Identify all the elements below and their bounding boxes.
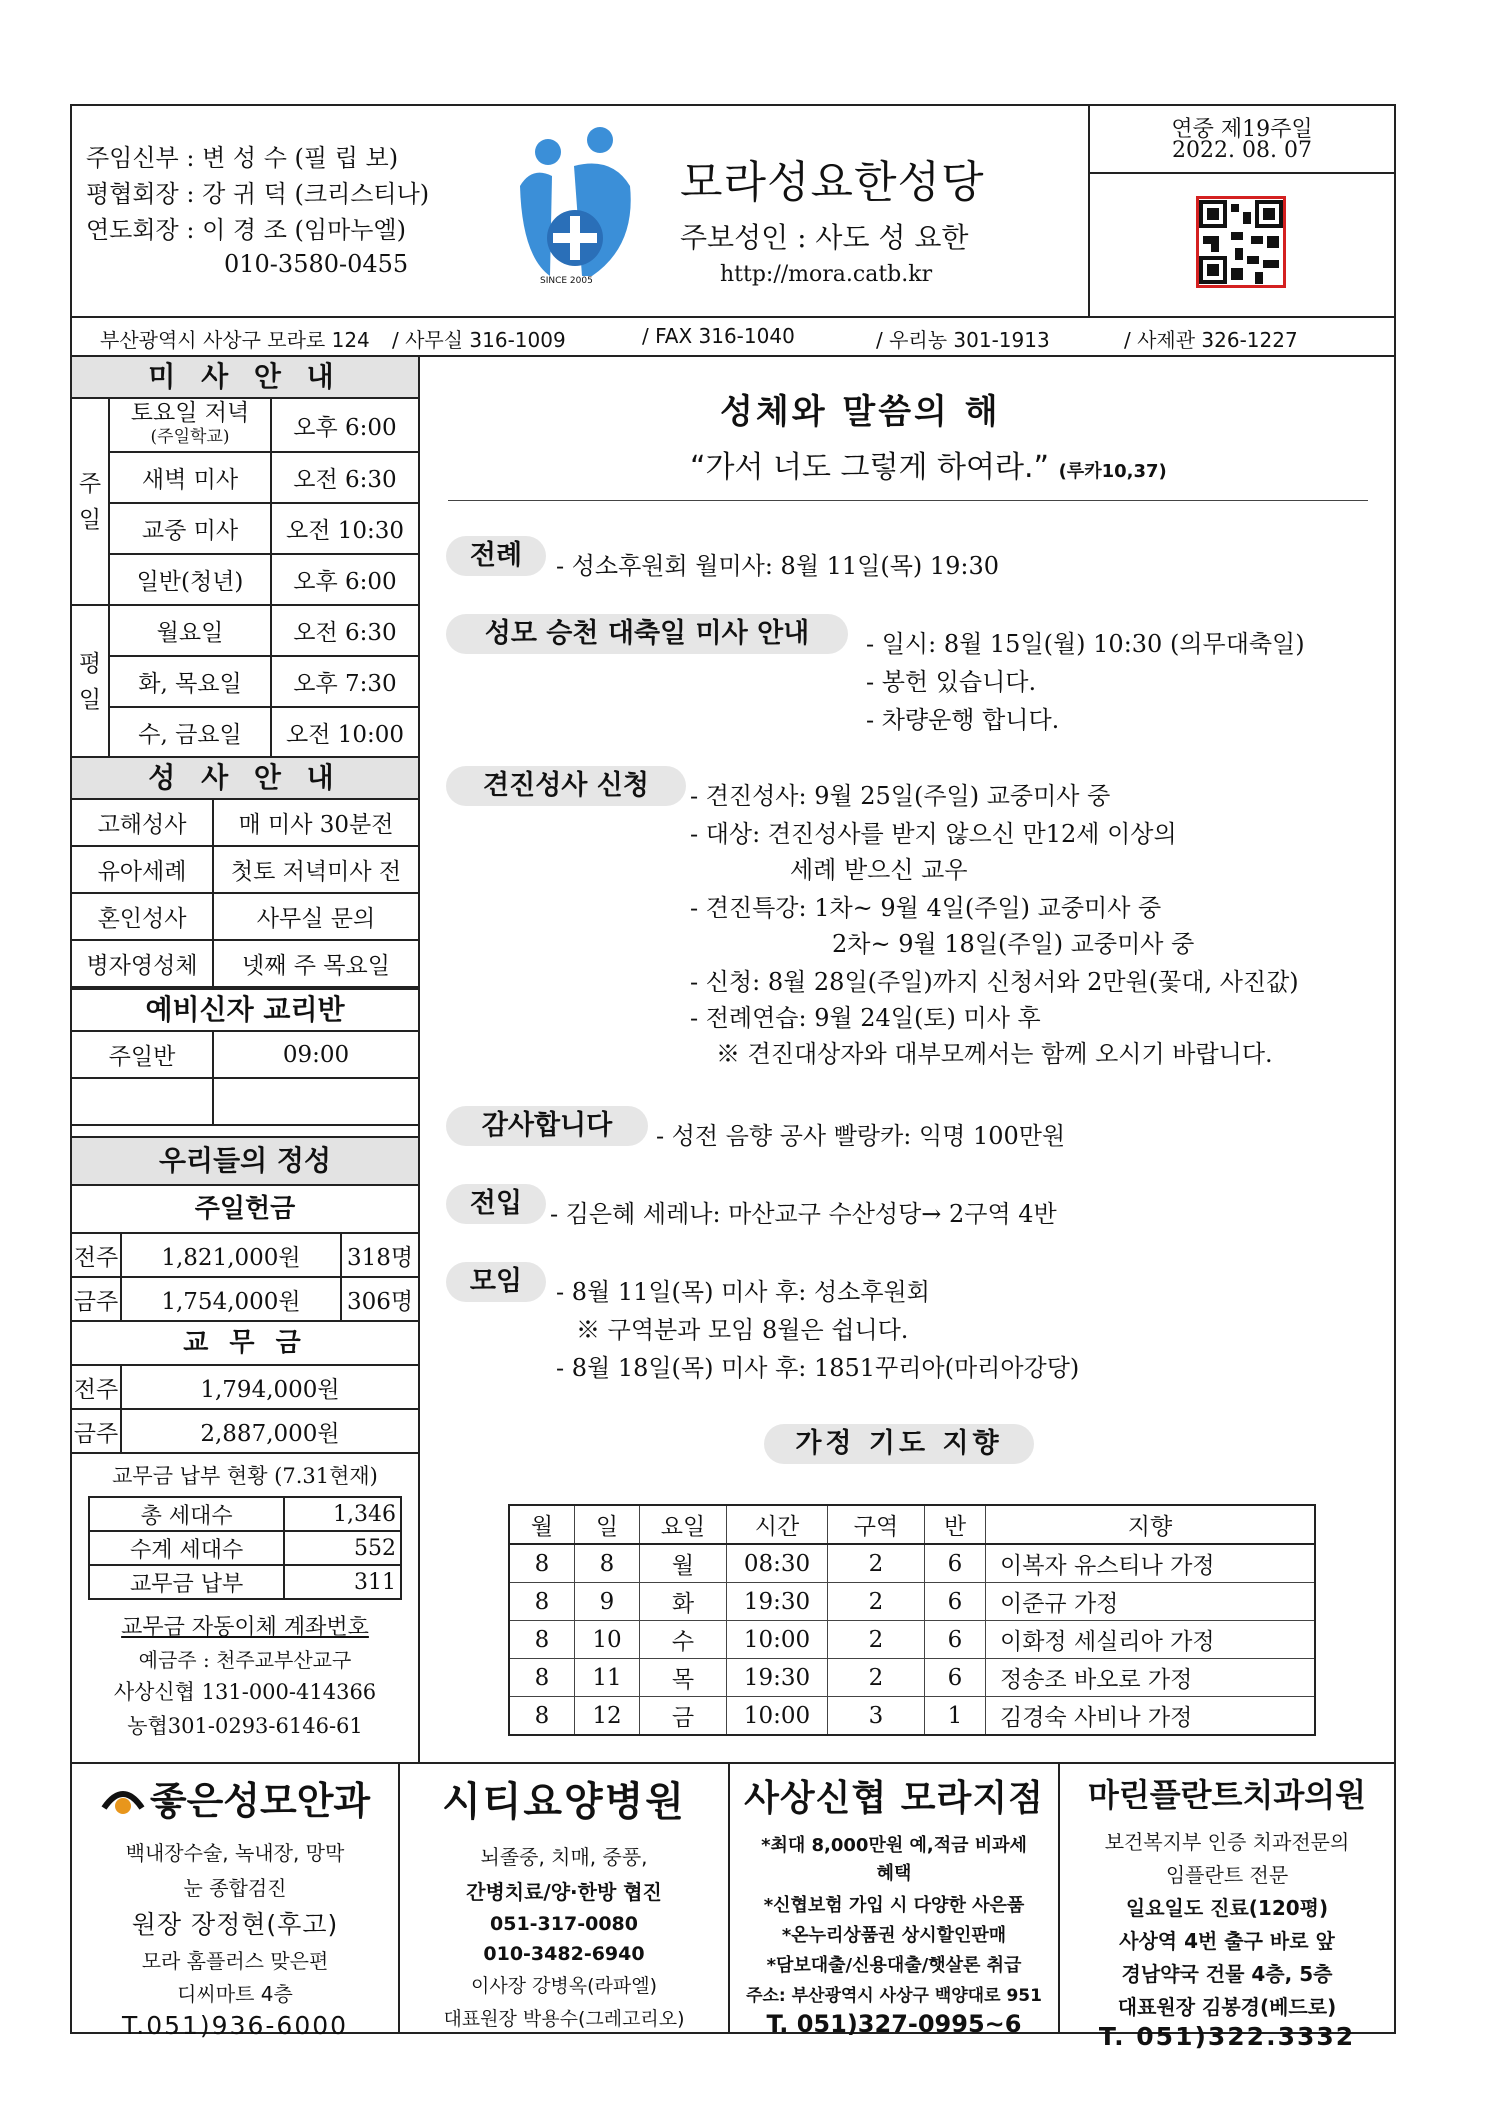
sacrament-name: 병자영성체 [71, 940, 213, 987]
office-phone: / 사무실 316-1009 [392, 328, 566, 352]
prayer-col-month: 월 [509, 1505, 575, 1544]
phone-text: 010-3580-0455 [224, 250, 409, 278]
offering-label: 전주 [71, 1233, 121, 1277]
council-text: 평협회장 : 강 귀 덕 (크리스티나) [86, 180, 430, 208]
mass-time: 오전 6:30 [271, 452, 419, 503]
qr-code[interactable] [1196, 196, 1286, 288]
assumption-line: - 차량운행 합니다. [866, 706, 1060, 734]
confirmation-line: - 견진성사: 9월 25일(주일) 교중미사 중 [690, 782, 1111, 810]
meeting-pill: 모임 [446, 1262, 546, 1302]
ad-credit-union [730, 1770, 1058, 2038]
prayer-cell: 정송조 바오로 가정 [986, 1659, 1316, 1697]
prayer-cell: 19:30 [727, 1583, 828, 1621]
rectory-phone: / 사제관 326-1227 [1124, 328, 1298, 352]
prayer-cell: 10:00 [727, 1697, 828, 1736]
prayer-col-day: 일 [575, 1505, 640, 1544]
mass-row [71, 452, 419, 503]
status-label: 수계 세대수 [89, 1531, 284, 1565]
mass-row [71, 503, 419, 554]
prayer-cell: 8 [509, 1659, 575, 1697]
offering-count: 318명 [341, 1233, 419, 1277]
mass-time: 오전 10:00 [271, 707, 419, 758]
prayer-cell: 2 [828, 1544, 925, 1583]
mass-time: 오전 10:30 [271, 503, 419, 554]
ad-line: T.051)936-6000 [121, 2011, 349, 2040]
ad-name: 좋은성모안과 [149, 1779, 371, 1823]
prayer-col-group: 반 [925, 1505, 986, 1544]
tithe-status-table [88, 1496, 402, 1600]
tithe-label: 전주 [71, 1365, 121, 1409]
quote-block [690, 442, 1167, 486]
mass-row [71, 398, 419, 452]
tithe-title: 교 무 금 [70, 1320, 420, 1366]
thanks-line: - 성전 음향 공사 빨랑카: 익명 100만원 [656, 1122, 1066, 1150]
ad-line: 원장 장정현(후고) [131, 1910, 339, 1939]
status-row [89, 1497, 401, 1531]
tithe-row [71, 1365, 419, 1409]
mass-name: 수, 금요일 [109, 707, 271, 758]
assumption-pill: 성모 승천 대축일 미사 안내 [446, 614, 848, 654]
ad-line: 사상역 4번 출구 바로 앞 [1119, 1929, 1335, 1953]
sacrament-value: 매 미사 30분전 [213, 799, 419, 846]
ad-name: 사상신협 모라지점 [744, 1778, 1044, 1819]
main-title-rule [448, 500, 1368, 501]
sacrament-row [71, 940, 419, 987]
confirmation-line: - 대상: 견진성사를 받지 않으신 만12세 이상의 [690, 820, 1177, 848]
prayer-cell: 9 [575, 1583, 640, 1621]
prayer-cell: 8 [509, 1621, 575, 1659]
catechumen-name: 주일반 [71, 1031, 213, 1078]
assumption-line: - 봉헌 있습니다. [866, 668, 1037, 696]
prayer-cell: 금 [640, 1697, 727, 1736]
mass-name [109, 398, 271, 452]
offering-title: 우리들의 정성 [70, 1136, 420, 1186]
offering-amount: 1,754,000원 [121, 1277, 341, 1321]
prayer-cell: 8 [509, 1544, 575, 1583]
mass-name: 화, 목요일 [109, 656, 271, 707]
sunday-offering-title: 주일헌금 [70, 1184, 420, 1234]
prayer-cell: 8 [575, 1544, 640, 1583]
ad-name: 마린플란트치과의원 [1087, 1776, 1367, 1814]
woori-phone: / 우리농 301-1913 [876, 328, 1050, 352]
mass-name: 월요일 [109, 605, 271, 656]
prayer-cell: 이복자 유스티나 가정 [986, 1544, 1316, 1583]
sacrament-row [71, 799, 419, 846]
assumption-line: - 일시: 8월 15일(월) 10:30 (의무대축일) [866, 630, 1305, 658]
status-value: 552 [284, 1531, 401, 1565]
ad-line: *담보대출/신용대출/햇살론 취급 [766, 1955, 1022, 1976]
prayer-cell: 목 [640, 1659, 727, 1697]
prayer-cell: 2 [828, 1659, 925, 1697]
prayer-header-row [509, 1505, 1315, 1544]
ad-eye-clinic [72, 1770, 398, 2040]
qr-code-icon [1199, 199, 1283, 285]
catechumen-time [213, 1078, 419, 1125]
prayer-cell: 10 [575, 1621, 640, 1659]
parish-logo-icon [512, 126, 638, 288]
patron-text: 주보성인 : 사도 성 요한 [680, 221, 969, 254]
offering-row [71, 1277, 419, 1321]
account-number-2: 농협301-0293-6146-61 [127, 1714, 363, 1738]
mass-name: 교중 미사 [109, 503, 271, 554]
weekday-label: 평 일 [71, 605, 109, 758]
tithe-amount: 1,794,000원 [121, 1365, 419, 1409]
mass-row [71, 656, 419, 707]
confirmation-line: 세례 받으신 교우 [790, 856, 968, 884]
prayer-col-intention: 지향 [986, 1505, 1316, 1544]
catechumen-row [71, 1078, 419, 1125]
ad-line: 대표원장 김봉경(베드로) [1117, 1995, 1337, 2019]
tithe-label: 금주 [71, 1409, 121, 1453]
prayer-cell: 월 [640, 1544, 727, 1583]
account-title: 교무금 자동이체 계좌번호 [121, 1615, 369, 1640]
ad-line: 경남약국 건물 4층, 5층 [1121, 1962, 1333, 1986]
offering-count: 306명 [341, 1277, 419, 1321]
prayer-cell: 10:00 [727, 1621, 828, 1659]
prayer-cell: 2 [828, 1621, 925, 1659]
prayer-table [508, 1504, 1316, 1736]
prayer-cell: 6 [925, 1659, 986, 1697]
parish-url[interactable]: http://mora.catb.kr [720, 262, 933, 287]
eye-clinic-logo-icon [100, 1778, 146, 1818]
ad-line: 백내장수술, 녹내장, 망막 [125, 1841, 345, 1865]
transfer-line: - 김은혜 세레나: 마산교구 수산성당→ 2구역 4반 [550, 1200, 1057, 1228]
prayer-cell: 3 [828, 1697, 925, 1736]
ad-line: 혜택 [876, 1863, 912, 1884]
catechumen-row [71, 1031, 419, 1078]
ad-line: 눈 종합검진 [183, 1876, 287, 1900]
prayer-col-time: 시간 [727, 1505, 828, 1544]
sacrament-row [71, 846, 419, 893]
ad-line: *온누리상품권 상시할인판매 [781, 1925, 1007, 1946]
sacrament-section-title: 성 사 안 내 [70, 756, 420, 800]
meeting-line: - 8월 11일(목) 미사 후: 성소후원회 [556, 1278, 930, 1306]
confirmation-line: - 신청: 8월 28일(주일)까지 신청서와 2만원(꽃대, 사진값) [690, 968, 1299, 996]
prayer-cell: 11 [575, 1659, 640, 1697]
catechumen-table [70, 1030, 420, 1126]
mass-row [71, 707, 419, 758]
prayer-cell: 8 [509, 1697, 575, 1736]
table-row [509, 1621, 1315, 1659]
sacrament-value: 첫토 저녁미사 전 [213, 846, 419, 893]
catechumen-name [71, 1078, 213, 1125]
status-value: 1,346 [284, 1497, 401, 1531]
meeting-line: - 8월 18일(목) 미사 후: 1851꾸리아(마리아강당) [556, 1354, 1080, 1382]
table-row [509, 1659, 1315, 1697]
address-text: 부산광역시 사상구 모라로 124 [100, 328, 370, 352]
prayer-cell: 12 [575, 1697, 640, 1736]
fax-number: / FAX 316-1040 [642, 324, 795, 348]
sacrament-value: 사무실 문의 [213, 893, 419, 940]
prayer-cell: 1 [925, 1697, 986, 1736]
ad-name: 시티요양병원 [442, 1779, 686, 1825]
bulletin-date: 2022. 08. 07 [1172, 138, 1312, 163]
ad-line: 보건복지부 인증 치과전문의 [1104, 1830, 1350, 1854]
district-text: 연도회장 : 이 경 조 (임마누엘) [86, 216, 406, 244]
ad-line: 일요일도 진료(120평) [1125, 1896, 1329, 1920]
table-row [509, 1583, 1315, 1621]
mass-name-sub: (주일학교) [150, 427, 230, 447]
account-holder: 예금주 : 천주교부산교구 [138, 1648, 352, 1672]
sacrament-name: 고해성사 [71, 799, 213, 846]
prayer-cell: 2 [828, 1583, 925, 1621]
liturgical-week: 연중 제19주일 [1171, 117, 1313, 142]
ad-dental-clinic [1060, 1770, 1394, 2051]
confirmation-line: - 전례연습: 9월 24일(토) 미사 후 [690, 1004, 1041, 1032]
confirmation-pill: 견진성사 신청 [446, 766, 686, 806]
catechumen-time: 09:00 [213, 1031, 419, 1078]
confirmation-line: ※ 견진대상자와 대부모께서는 함께 오시기 바랍니다. [716, 1040, 1273, 1068]
mass-table [70, 397, 420, 759]
mass-name: 새벽 미사 [109, 452, 271, 503]
offering-row [71, 1233, 419, 1277]
ad-line: 010-3482-6940 [483, 1943, 645, 1965]
prayer-cell: 수 [640, 1621, 727, 1659]
ad-line: 임플란트 전문 [1165, 1863, 1289, 1887]
prayer-cell: 8 [509, 1583, 575, 1621]
mass-name-text: 토요일 저녁 [130, 400, 250, 426]
mass-time: 오후 6:00 [271, 398, 419, 452]
prayer-cell: 19:30 [727, 1659, 828, 1697]
sacrament-table [70, 798, 420, 988]
mass-row [71, 554, 419, 605]
offering-amount: 1,821,000원 [121, 1233, 341, 1277]
quote-ref: (루카10,37) [1058, 461, 1167, 482]
mass-time: 오전 6:30 [271, 605, 419, 656]
mass-row [71, 605, 419, 656]
status-row [89, 1565, 401, 1599]
mass-name: 일반(청년) [109, 554, 271, 605]
ad-line: 051-317-0080 [490, 1913, 638, 1935]
mass-section-title: 미 사 안 내 [70, 355, 420, 399]
thanks-pill: 감사합니다 [446, 1106, 648, 1146]
sacrament-row [71, 893, 419, 940]
year-title: 성체와 말씀의 해 [720, 392, 1001, 432]
ad-line: 이사장 강병옥(라파엘) [470, 1975, 658, 1997]
ad-line: 뇌졸중, 치매, 중풍, [480, 1845, 648, 1869]
ad-line: 간병치료/양·한방 협진 [466, 1880, 662, 1904]
logo-since: SINCE 2005 [540, 276, 593, 286]
ads-divider [70, 1762, 1396, 1764]
ad-care-hospital [400, 1770, 728, 2031]
tithe-row [71, 1409, 419, 1453]
ad-line: T. 051)327-0995~6 [766, 2010, 1022, 2038]
prayer-col-weekday: 요일 [640, 1505, 727, 1544]
tithe-amount: 2,887,000원 [121, 1409, 419, 1453]
header-divider [70, 316, 1396, 318]
prayer-cell: 08:30 [727, 1544, 828, 1583]
sacrament-name: 혼인성사 [71, 893, 213, 940]
prayer-col-district: 구역 [828, 1505, 925, 1544]
prayer-cell: 6 [925, 1583, 986, 1621]
prayer-cell: 화 [640, 1583, 727, 1621]
pastor-text: 주임신부 : 변 성 수 (필 립 보) [86, 144, 399, 172]
meeting-line: ※ 구역분과 모임 8월은 쉽니다. [576, 1316, 909, 1344]
mass-time: 오후 7:30 [271, 656, 419, 707]
prayer-cell: 6 [925, 1621, 986, 1659]
quote-text: “가서 너도 그렇게 하여라.” [690, 450, 1050, 485]
parish-name: 모라성요한성당 [680, 157, 985, 208]
prayer-cell: 이준규 가정 [986, 1583, 1316, 1621]
sacrament-name: 유아세례 [71, 846, 213, 893]
ad-line: 대표원장 박용수(그레고리오) [443, 2008, 685, 2030]
parish-logo [512, 126, 638, 288]
liturgy-pill: 전례 [446, 536, 546, 576]
ad-line: *최대 8,000만원 예,적금 비과세 [761, 1835, 1027, 1856]
tithe-table [70, 1364, 420, 1454]
prayer-cell: 6 [925, 1544, 986, 1583]
offering-label: 금주 [71, 1277, 121, 1321]
ad-line: *신협보험 가입 시 다양한 사은품 [763, 1895, 1025, 1916]
ad-line: T. 051)322.3332 [1098, 2022, 1356, 2051]
liturgy-line: - 성소후원회 월미사: 8월 11일(목) 19:30 [556, 552, 1000, 580]
prayer-cell: 김경숙 사비나 가정 [986, 1697, 1316, 1736]
table-row [509, 1544, 1315, 1583]
sunday-label: 주 일 [71, 398, 109, 605]
sacrament-value: 넷째 주 목요일 [213, 940, 419, 987]
status-label: 총 세대수 [89, 1497, 284, 1531]
date-box-hline [1088, 172, 1396, 174]
account-number-1: 사상신협 131-000-414366 [113, 1680, 377, 1704]
table-row [509, 1697, 1315, 1736]
confirmation-line: 2차~ 9월 18일(주일) 교중미사 중 [832, 930, 1195, 958]
tithe-status-title: 교무금 납부 현황 (7.31현재) [112, 1464, 378, 1488]
status-value: 311 [284, 1565, 401, 1599]
confirmation-line: - 견진특강: 1차~ 9월 4일(주일) 교중미사 중 [690, 894, 1162, 922]
sunday-offering-table [70, 1232, 420, 1322]
status-label: 교무금 납부 [89, 1565, 284, 1599]
mass-time: 오후 6:00 [271, 554, 419, 605]
catechumen-title: 예비신자 교리반 [70, 988, 420, 1032]
transfer-pill: 전입 [446, 1184, 546, 1224]
prayer-pill: 가정 기도 지향 [764, 1424, 1034, 1464]
status-row [89, 1531, 401, 1565]
ad-line: 모라 홈플러스 맞은편 [141, 1949, 329, 1973]
ad-line: 주소: 부산광역시 사상구 백양대로 951 [746, 1986, 1042, 2006]
prayer-cell: 이화정 세실리아 가정 [986, 1621, 1316, 1659]
ad-line: 디씨마트 4층 [177, 1982, 293, 2006]
